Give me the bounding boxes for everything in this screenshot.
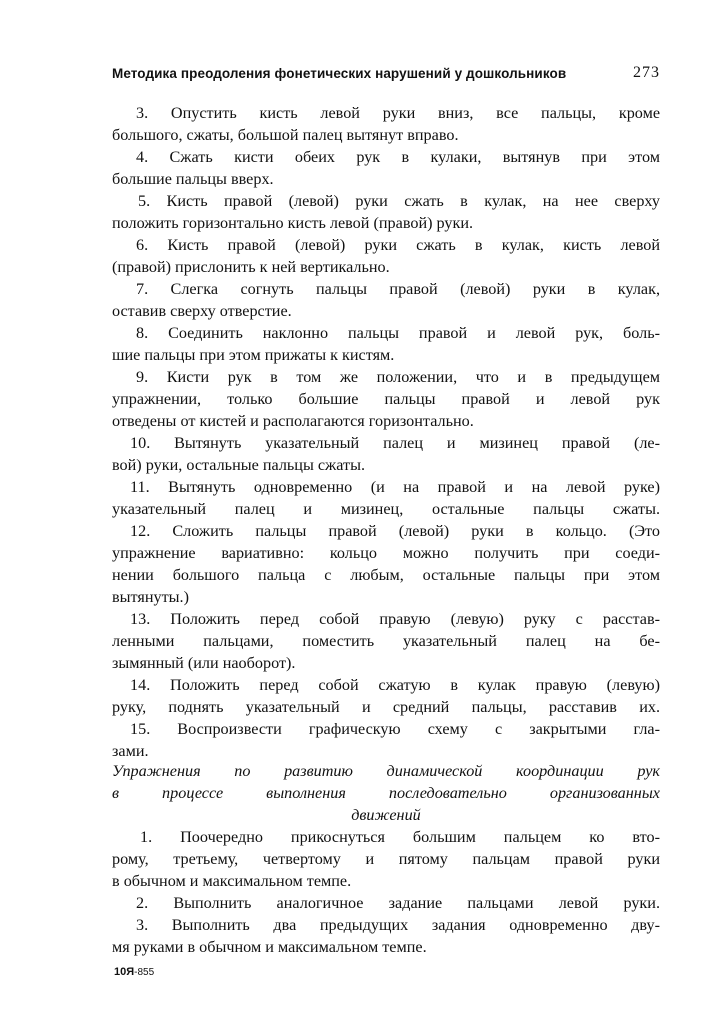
text-line: ленными пальцами, поместить указательный палец на бе- (112, 632, 660, 650)
printer-signature-bold: 10Я (114, 966, 135, 978)
text-line: 3. Опустить кисть левой руки вниз, все пальцы, кроме (136, 104, 660, 122)
text-line: нении большого пальца с любым, остальные пальцы при этом (112, 566, 660, 584)
text-line: 12. Сложить пальцы правой (левой) руки в кольцо. (Это (130, 522, 660, 540)
text-line: мя руками в обычном и максимальном темпе. (112, 938, 427, 956)
text-line: отведены от кистей и располагаются горизонтально. (112, 412, 474, 430)
text-line: вой) руки, остальные пальцы сжаты. (112, 456, 366, 474)
text-line: шие пальцы при этом прижаты к кистям. (112, 346, 395, 364)
text-line: 5. Кисть правой (левой) руки сжать в кулак, на нее сверху (138, 192, 660, 210)
text-line: 13. Положить перед собой правую (левую) руку с расстав- (130, 610, 660, 628)
text-line: (правой) прислонить к ней вертикально. (112, 258, 390, 276)
running-header (112, 64, 660, 88)
text-line: зами. (112, 742, 149, 760)
text-line: 3. Выполнить два предыдущих задания одновременно дву- (136, 916, 660, 934)
text-line: большие пальцы вверх. (112, 170, 274, 188)
text-line: вытянуты.) (112, 588, 189, 606)
running-header-title: Методика преодоления фонетических нарушений у дошкольников (112, 66, 567, 81)
printer-signature (114, 966, 154, 978)
text-line: 6. Кисть правой (левой) руки сжать в кулак, кисть левой (136, 236, 660, 254)
exercise-list (112, 102, 660, 762)
text-line: 2. Выполнить аналогичное задание пальцами левой руки. (136, 894, 660, 912)
text-line: 4. Сжать кисти обеих рук в кулаки, вытянув при этом (136, 148, 660, 166)
text-line: указательный палец и мизинец, остальные пальцы сжаты. (112, 500, 660, 518)
text-line: зымянный (или наоборот). (112, 654, 296, 672)
heading-line: в процессе выполнения последовательно организованных (112, 784, 660, 802)
text-line: 7. Слегка согнуть пальцы правой (левой) руки в кулак, (136, 280, 660, 298)
text-line: 11. Вытянуть одновременно (и на правой и на левой руке) (130, 478, 660, 496)
text-line: оставив сверху отверстие. (112, 302, 292, 320)
page-number: 273 (633, 64, 660, 81)
text-line: 14. Положить перед собой сжатую в кулак правую (левую) (130, 676, 660, 694)
text-line: большого, сжаты, большой палец вытянут вправо. (112, 126, 459, 144)
text-line: руку, поднять указательный и средний пальцы, расставив их. (112, 698, 660, 716)
heading-line: движений (351, 806, 421, 824)
text-line: 15. Воспроизвести графическую схему с закрытыми гла- (130, 720, 660, 738)
printer-signature-number: -855 (134, 967, 155, 978)
section-exercise-list (112, 826, 660, 958)
section-heading (112, 760, 660, 826)
text-line: упражнении, только большие пальцы правой и левой рук (112, 390, 660, 408)
heading-line: Упражнения по развитию динамической координации рук (112, 762, 660, 780)
text-line: в обычном и максимальном темпе. (112, 872, 352, 890)
text-line: положить горизонтально кисть левой (правой) руки. (112, 214, 474, 232)
text-line: 10. Вытянуть указательный палец и мизинец правой (ле- (130, 434, 660, 452)
text-line: 1. Поочередно прикоснуться большим пальцем ко вто- (140, 828, 660, 846)
text-line: 9. Кисти рук в том же положении, что и в предыдущем (136, 368, 660, 386)
text-line: рому, третьему, четвертому и пятому пальцам правой руки (112, 850, 660, 868)
text-line: упражнение вариативно: кольцо можно получить при соеди- (112, 544, 660, 562)
text-line: 8. Соединить наклонно пальцы правой и левой рук, боль- (136, 324, 660, 342)
